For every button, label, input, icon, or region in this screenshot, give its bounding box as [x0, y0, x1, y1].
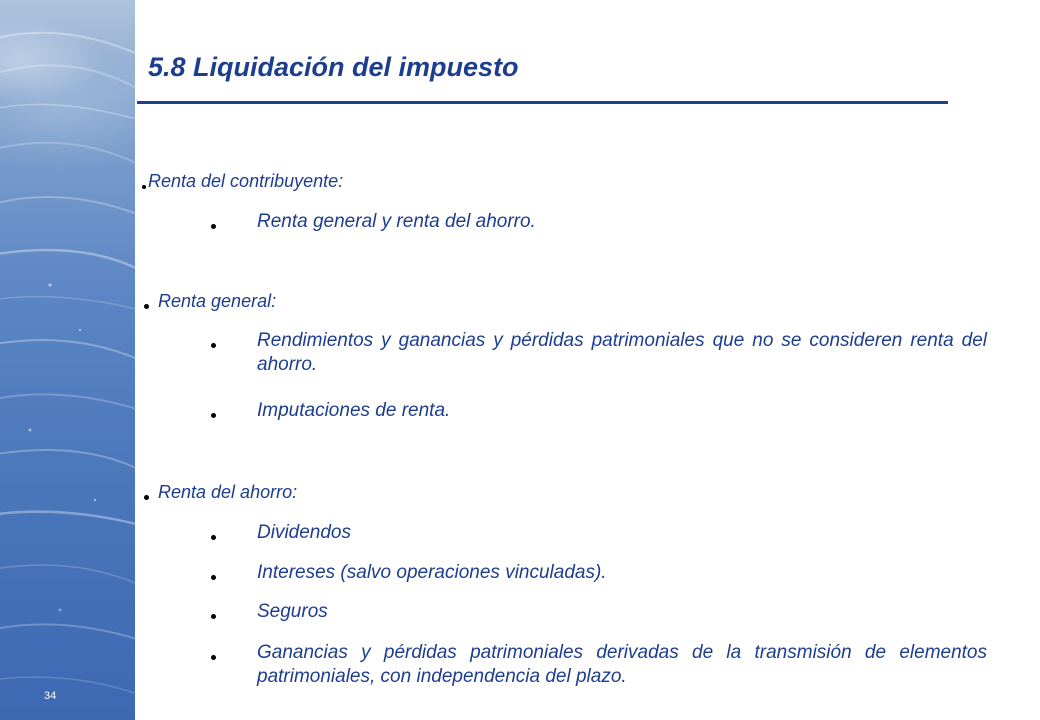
bullet-dot: [211, 224, 216, 229]
section-heading-renta-general: Renta general:: [158, 291, 277, 311]
slide-title: 5.8 Liquidación del impuesto: [148, 52, 519, 82]
list-item-seguros: Seguros: [257, 601, 328, 622]
bullet-dot: [211, 614, 216, 619]
bullet-dot: [211, 655, 216, 660]
list-item-dividendos: Dividendos: [257, 522, 351, 543]
list-item-intereses: Intereses (salvo operaciones vinculadas).: [257, 562, 607, 583]
list-item-imputaciones: Imputaciones de renta.: [257, 400, 451, 421]
list-item-ganancias-perdidas: Ganancias y pérdidas patrimoniales derivadas de la transmisión de elementos patrimoniales, con independencia del plazo.: [257, 642, 987, 687]
list-item-renta-general-ahorro: Renta general y renta del ahorro.: [257, 211, 536, 232]
page-number: 34: [44, 690, 57, 702]
bullet-dot: [211, 535, 216, 540]
section-heading-renta-contribuyente: Renta del contribuyente:: [148, 171, 344, 191]
bullet-dot: [144, 495, 149, 500]
section-heading-renta-ahorro: Renta del ahorro:: [158, 482, 298, 502]
bullet-dot: [144, 304, 149, 309]
bullet-dot: [211, 575, 216, 580]
list-item-rendimientos: Rendimientos y ganancias y pérdidas patrimoniales que no se consideren renta del ahorro.: [257, 330, 987, 375]
bullet-dot: [211, 413, 216, 418]
bullet-dot: [211, 343, 216, 348]
bullet-dot: [142, 185, 146, 189]
